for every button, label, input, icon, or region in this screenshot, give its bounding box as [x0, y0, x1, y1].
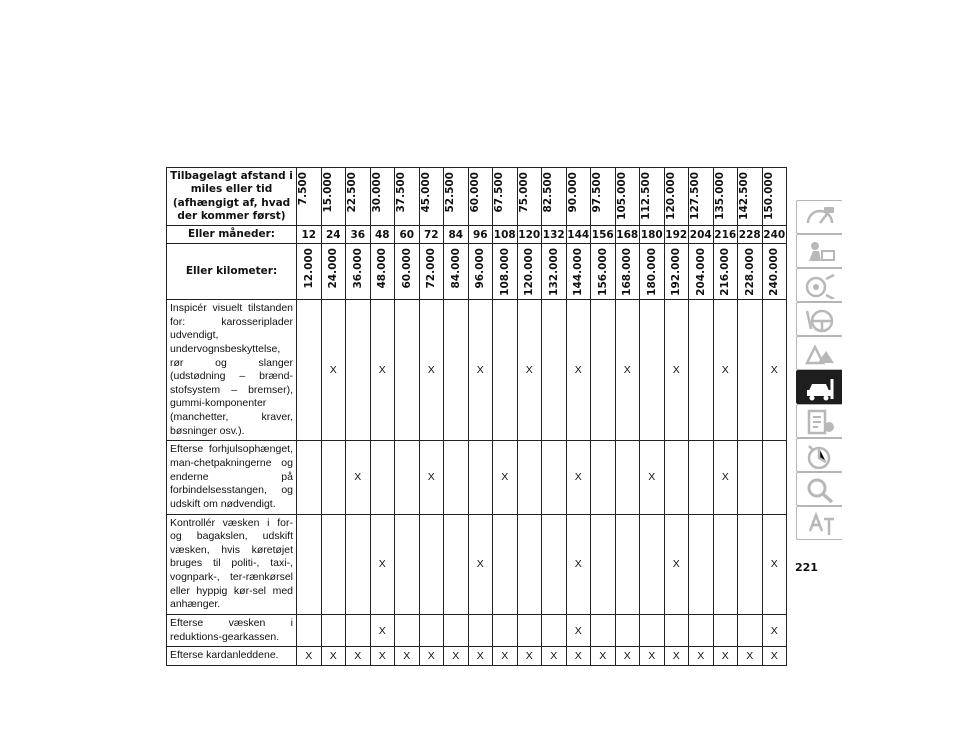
interval-mark — [713, 514, 738, 614]
km-value: 48.000 — [376, 248, 389, 289]
miles-value: 67.500 — [493, 172, 505, 213]
miles-value: 45.000 — [419, 172, 432, 213]
months-cell: 228 — [738, 226, 763, 244]
task-row — [167, 299, 787, 440]
interval-mark — [395, 615, 420, 647]
km-cell — [738, 244, 763, 300]
interval-mark — [542, 441, 567, 514]
months-cell: 204 — [689, 226, 714, 244]
task-description: Inspicér visuelt tilstanden for: karosseriplader udvendigt, undervognsbeskyttelse, rør og slanger (udstødning – brænd-stofsystem – bremser), gummi-komponenter (manchetter, kraver, bøsninger osv.). — [167, 299, 297, 440]
interval-mark — [640, 514, 665, 614]
miles-value: 60.000 — [468, 172, 481, 213]
km-cell — [297, 244, 322, 300]
interval-mark — [444, 299, 469, 440]
km-cell — [370, 244, 395, 300]
km-cell — [615, 244, 640, 300]
interval-mark: X — [493, 441, 518, 514]
months-cell: 144 — [566, 226, 591, 244]
interval-mark: X — [321, 299, 346, 440]
interval-mark — [444, 514, 469, 614]
interval-mark — [419, 514, 444, 614]
interval-mark — [297, 299, 322, 440]
interval-mark: X — [762, 299, 787, 440]
interval-mark: X — [738, 647, 763, 666]
interval-mark: X — [468, 647, 493, 666]
miles-cell — [542, 168, 567, 226]
interval-mark: X — [370, 615, 395, 647]
miles-cell — [591, 168, 616, 226]
interval-mark — [738, 299, 763, 440]
interval-mark — [664, 615, 689, 647]
miles-value: 112.500 — [640, 172, 652, 220]
km-value: 12.000 — [302, 248, 315, 289]
interval-mark — [517, 615, 542, 647]
interval-mark — [542, 514, 567, 614]
language-tab[interactable] — [796, 506, 842, 540]
interval-mark — [321, 441, 346, 514]
km-cell — [640, 244, 665, 300]
task-row — [167, 514, 787, 614]
interval-mark: X — [713, 647, 738, 666]
interval-mark: X — [542, 647, 567, 666]
interval-mark — [493, 299, 518, 440]
miles-value: 22.500 — [346, 172, 358, 213]
interval-mark — [346, 299, 371, 440]
miles-value: 127.500 — [689, 172, 701, 220]
interval-mark — [346, 514, 371, 614]
interval-mark: X — [713, 441, 738, 514]
km-cell — [591, 244, 616, 300]
interval-mark: X — [370, 647, 395, 666]
miles-value: 90.000 — [566, 172, 579, 213]
interval-mark — [689, 441, 714, 514]
miles-cell — [444, 168, 469, 226]
interval-mark: X — [640, 441, 665, 514]
interval-mark — [419, 615, 444, 647]
interval-mark — [615, 514, 640, 614]
km-value: 120.000 — [523, 248, 536, 296]
miles-cell — [370, 168, 395, 226]
km-cell — [493, 244, 518, 300]
interval-mark — [444, 441, 469, 514]
miles-value: 7.500 — [297, 172, 309, 206]
miles-cell — [640, 168, 665, 226]
interval-mark: X — [566, 441, 591, 514]
interval-mark — [321, 615, 346, 647]
interval-mark — [640, 615, 665, 647]
interval-mark — [297, 441, 322, 514]
km-cell — [762, 244, 787, 300]
interval-mark — [517, 514, 542, 614]
interval-mark — [297, 615, 322, 647]
km-value: 168.000 — [621, 248, 634, 296]
km-value: 240.000 — [768, 248, 781, 296]
interval-mark — [517, 441, 542, 514]
months-cell: 96 — [468, 226, 493, 244]
page-number: 221 — [795, 561, 818, 574]
km-header-row — [167, 244, 787, 300]
months-cell: 192 — [664, 226, 689, 244]
interval-mark: X — [493, 647, 518, 666]
interval-mark — [738, 615, 763, 647]
task-description: Efterse forhjulsophænget, man-chetpakningerne og enderne på forbindelsesstangen, og udskift om nødvendigt. — [167, 441, 297, 514]
interval-mark — [738, 514, 763, 614]
interval-mark: X — [346, 647, 371, 666]
miles-value: 37.500 — [395, 172, 407, 213]
km-value: 228.000 — [743, 248, 756, 296]
km-value: 72.000 — [425, 248, 438, 289]
months-cell: 108 — [493, 226, 518, 244]
months-cell: 48 — [370, 226, 395, 244]
months-cell: 216 — [713, 226, 738, 244]
interval-mark — [395, 441, 420, 514]
interval-mark — [370, 441, 395, 514]
interval-mark: X — [762, 514, 787, 614]
interval-mark — [346, 615, 371, 647]
interval-mark: X — [444, 647, 469, 666]
interval-mark — [468, 441, 493, 514]
km-value: 108.000 — [498, 248, 511, 296]
miles-cell — [395, 168, 420, 226]
km-cell — [321, 244, 346, 300]
miles-cell — [468, 168, 493, 226]
km-cell — [542, 244, 567, 300]
maintenance-schedule-table — [166, 167, 787, 666]
months-cell: 24 — [321, 226, 346, 244]
km-value: 24.000 — [327, 248, 340, 289]
interval-mark — [395, 514, 420, 614]
months-cell: 132 — [542, 226, 567, 244]
interval-mark: X — [762, 615, 787, 647]
miles-value: 52.500 — [444, 172, 456, 213]
miles-value: 135.000 — [713, 172, 726, 220]
interval-mark — [591, 615, 616, 647]
km-value: 216.000 — [719, 248, 732, 296]
interval-mark — [738, 441, 763, 514]
interval-mark: X — [517, 299, 542, 440]
interval-mark: X — [468, 514, 493, 614]
months-cell: 60 — [395, 226, 420, 244]
interval-mark — [591, 299, 616, 440]
km-value: 132.000 — [547, 248, 560, 296]
miles-value: 30.000 — [370, 172, 383, 213]
interval-mark: X — [566, 299, 591, 440]
interval-mark: X — [297, 647, 322, 666]
dashboard-tab[interactable] — [796, 200, 842, 234]
interval-mark — [395, 299, 420, 440]
miles-cell — [664, 168, 689, 226]
km-cell — [713, 244, 738, 300]
miles-header-label: Tilbagelagt afstand i miles eller tid (afhængigt af, hvad der kommer først) — [167, 168, 297, 226]
interval-mark — [689, 299, 714, 440]
km-value: 84.000 — [449, 248, 462, 289]
side-nav-tabs — [796, 200, 842, 540]
miles-cell — [566, 168, 591, 226]
km-cell — [689, 244, 714, 300]
interval-mark: X — [517, 647, 542, 666]
interval-mark — [713, 615, 738, 647]
interval-mark — [640, 299, 665, 440]
months-cell: 156 — [591, 226, 616, 244]
miles-value: 97.500 — [591, 172, 603, 213]
interval-mark: X — [640, 647, 665, 666]
starting-tab[interactable] — [796, 268, 842, 302]
search-tab[interactable] — [796, 472, 842, 506]
interval-mark: X — [566, 647, 591, 666]
km-value: 156.000 — [596, 248, 609, 296]
interval-mark: X — [419, 299, 444, 440]
interval-mark — [444, 615, 469, 647]
km-value: 192.000 — [670, 248, 683, 296]
task-row — [167, 647, 787, 666]
task-row — [167, 615, 787, 647]
months-header-row — [167, 226, 787, 244]
km-cell — [664, 244, 689, 300]
miles-cell — [689, 168, 714, 226]
months-cell: 84 — [444, 226, 469, 244]
miles-cell — [346, 168, 371, 226]
months-cell: 12 — [297, 226, 322, 244]
miles-cell — [321, 168, 346, 226]
months-cell: 180 — [640, 226, 665, 244]
miles-value: 15.000 — [321, 172, 334, 213]
interval-mark: X — [664, 299, 689, 440]
miles-header-row — [167, 168, 787, 226]
miles-value: 150.000 — [762, 172, 775, 220]
miles-value: 75.000 — [517, 172, 530, 213]
interval-mark: X — [419, 441, 444, 514]
interval-mark: X — [321, 647, 346, 666]
multimedia-tab[interactable] — [796, 438, 842, 472]
miles-cell — [493, 168, 518, 226]
emergency-tab[interactable] — [796, 336, 842, 370]
miles-value: 105.000 — [615, 172, 628, 220]
interval-mark — [762, 441, 787, 514]
km-cell — [395, 244, 420, 300]
interval-mark — [689, 514, 714, 614]
interval-mark — [493, 615, 518, 647]
interval-mark — [689, 615, 714, 647]
task-description: Kontrollér væsken i for- og bagakslen, udskift væsken, hvis køretøjet bruges til politi-, taxi-, vognpark-, ter-rænkørsel eller hyppig kør-sel med anhænger. — [167, 514, 297, 614]
interval-mark: X — [419, 647, 444, 666]
interval-mark: X — [591, 647, 616, 666]
km-header-label: Eller kilometer: — [167, 244, 297, 300]
miles-value: 82.500 — [542, 172, 554, 213]
interval-mark: X — [395, 647, 420, 666]
interval-mark: X — [370, 299, 395, 440]
interval-mark — [542, 615, 567, 647]
interval-mark: X — [689, 647, 714, 666]
interval-mark — [591, 514, 616, 614]
steering-tab[interactable] — [796, 302, 842, 336]
km-cell — [346, 244, 371, 300]
interval-mark: X — [615, 647, 640, 666]
service-tab[interactable] — [796, 370, 842, 404]
interval-mark: X — [762, 647, 787, 666]
miles-value: 142.500 — [738, 172, 750, 220]
miles-cell — [762, 168, 787, 226]
miles-cell — [713, 168, 738, 226]
miles-cell — [738, 168, 763, 226]
km-cell — [517, 244, 542, 300]
interval-mark — [664, 441, 689, 514]
interval-mark: X — [468, 299, 493, 440]
months-cell: 72 — [419, 226, 444, 244]
km-cell — [468, 244, 493, 300]
miles-cell — [419, 168, 444, 226]
interval-mark — [615, 615, 640, 647]
months-cell: 168 — [615, 226, 640, 244]
months-header-label: Eller måneder: — [167, 226, 297, 244]
months-cell: 120 — [517, 226, 542, 244]
interval-mark — [297, 514, 322, 614]
km-value: 96.000 — [474, 248, 487, 289]
interval-mark — [468, 615, 493, 647]
miles-value: 120.000 — [664, 172, 677, 220]
interval-mark: X — [346, 441, 371, 514]
miles-cell — [615, 168, 640, 226]
km-value: 60.000 — [400, 248, 413, 289]
interval-mark: X — [615, 299, 640, 440]
km-value: 204.000 — [694, 248, 707, 296]
km-value: 180.000 — [645, 248, 658, 296]
km-cell — [419, 244, 444, 300]
safety-tab[interactable] — [796, 234, 842, 268]
interval-mark — [542, 299, 567, 440]
interval-mark — [493, 514, 518, 614]
interval-mark: X — [664, 514, 689, 614]
task-description: Efterse væsken i reduktions-gearkassen. — [167, 615, 297, 647]
interval-mark: X — [664, 647, 689, 666]
interval-mark: X — [566, 615, 591, 647]
interval-mark — [615, 441, 640, 514]
miles-cell — [517, 168, 542, 226]
km-value: 36.000 — [351, 248, 364, 289]
km-cell — [566, 244, 591, 300]
interval-mark: X — [566, 514, 591, 614]
interval-mark: X — [370, 514, 395, 614]
km-value: 144.000 — [572, 248, 585, 296]
miles-cell — [297, 168, 322, 226]
interval-mark: X — [713, 299, 738, 440]
km-cell — [444, 244, 469, 300]
interval-mark — [591, 441, 616, 514]
interval-mark — [321, 514, 346, 614]
task-row — [167, 441, 787, 514]
months-cell: 36 — [346, 226, 371, 244]
specs-tab[interactable] — [796, 404, 842, 438]
task-description: Efterse kardanleddene. — [167, 647, 297, 666]
months-cell: 240 — [762, 226, 787, 244]
